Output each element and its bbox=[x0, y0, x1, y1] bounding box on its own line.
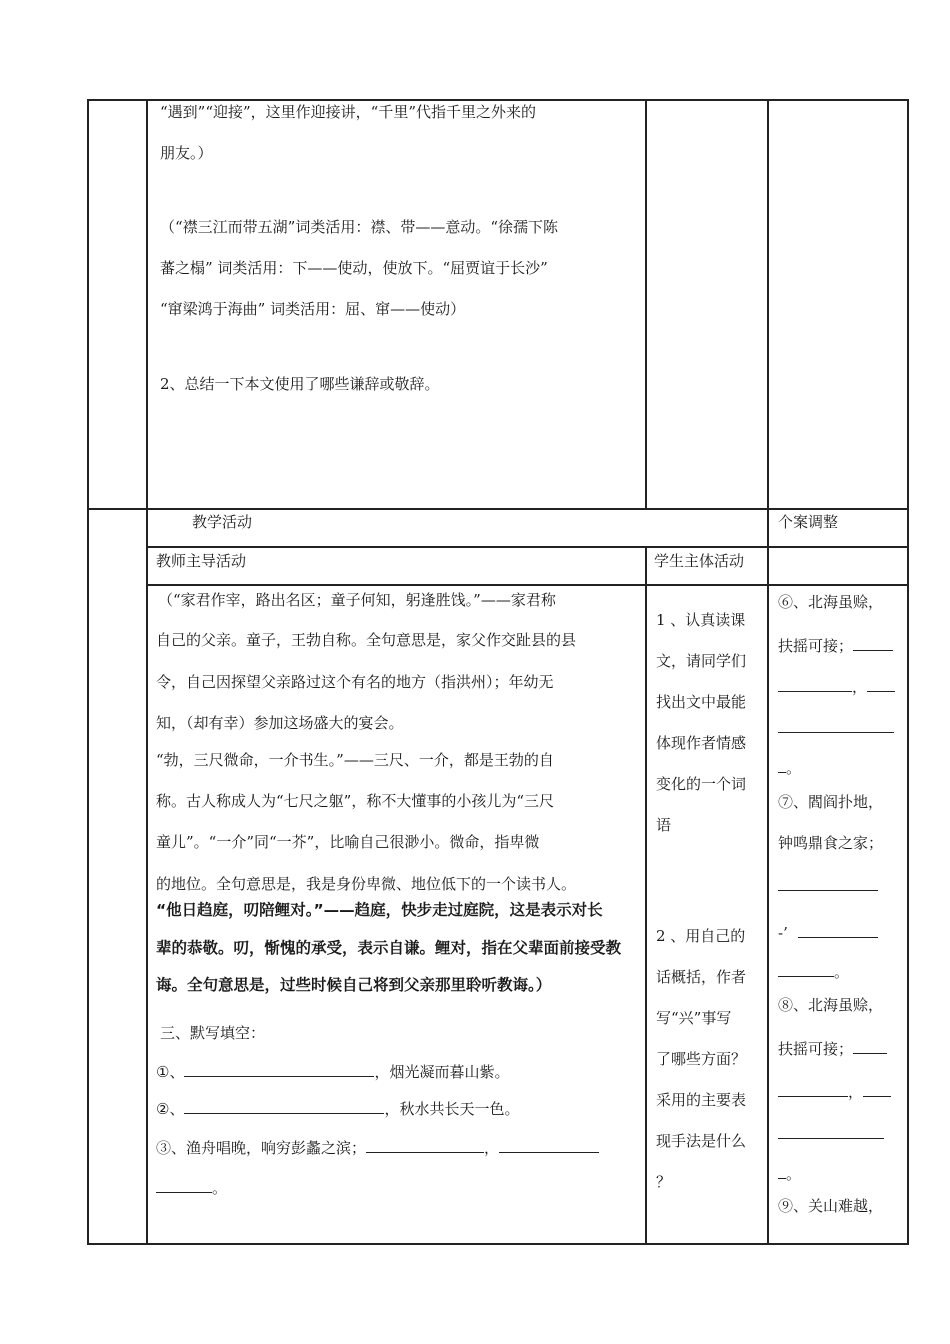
adjust-text-line: ⑧、北海虽赊， bbox=[778, 996, 884, 1014]
subheader-row-divider bbox=[146, 584, 909, 586]
adjust-l4-end: 。 bbox=[786, 759, 802, 777]
adjust-blank[interactable] bbox=[778, 677, 852, 692]
top-text-line: “遇到”“迎接”，这里作迎接讲，“千里”代指千里之外来的 bbox=[160, 103, 537, 121]
adjust-text-line: 钟鸣鼎食之家； bbox=[778, 834, 884, 852]
adjust-text-line bbox=[778, 1082, 891, 1100]
adjust-text-line: ⑨、关山难越， bbox=[778, 1197, 884, 1215]
teacher-text-line: 童儿”。“一介”同“一芥”，比喻自己很渺小。微命，指卑微 bbox=[156, 833, 540, 851]
adjust-blank[interactable] bbox=[867, 677, 895, 692]
column-divider-3 bbox=[767, 99, 769, 1245]
fill-in-title: 三、默写填空： bbox=[160, 1024, 266, 1042]
adjust-text-line bbox=[778, 677, 895, 695]
table-top-border bbox=[87, 99, 909, 101]
adjust-text-line bbox=[778, 1164, 801, 1182]
teacher-text-line: 称。古人称成人为“七尺之躯”，称不大懂事的小孩儿为“三尺 bbox=[156, 792, 555, 810]
column-divider-1 bbox=[146, 99, 148, 1245]
adjust-blank[interactable] bbox=[778, 876, 878, 891]
question-text: 2、总结一下本文使用了哪些谦辞或敬辞。 bbox=[160, 375, 440, 393]
fill-in-item-2 bbox=[156, 1099, 519, 1117]
student-text-line: 现手法是什么 bbox=[656, 1132, 747, 1150]
adjust-l12-end: 。 bbox=[786, 1165, 802, 1183]
top-text-line: 蕃之榻” 词类活用：下——使动，使放下。“屈贾谊于长沙” bbox=[160, 259, 548, 277]
fill-2-prefix: ②、 bbox=[156, 1100, 185, 1118]
adjust-l10-text: 扶摇可接； bbox=[778, 1040, 854, 1058]
adjust-text-line bbox=[778, 1039, 887, 1057]
adjust-blank[interactable] bbox=[778, 1124, 884, 1139]
adjust-text-line bbox=[778, 923, 878, 941]
adjust-l7-text: -’ bbox=[778, 924, 788, 942]
header-teacher-activity: 教师主导活动 bbox=[156, 552, 247, 570]
teacher-bold-line: “他日趋庭，叨陪鲤对。”——趋庭，快步走过庭院，这是表示对长 bbox=[156, 901, 603, 919]
student-text-line: 话概括，作者 bbox=[656, 968, 747, 986]
teacher-bold-line: 诲。全句意思是，过些时候自己将到父亲那里聆听教诲。） bbox=[156, 976, 552, 994]
teacher-text-line: 令，自己因探望父亲路过这个有名的地方（指洪州）；年幼无 bbox=[156, 673, 554, 691]
adjust-text-line bbox=[778, 1124, 884, 1142]
student-text-line: 2 、用自己的 bbox=[656, 927, 746, 945]
adjust-text-line bbox=[778, 876, 878, 894]
fill-in-item-3-cont bbox=[156, 1178, 227, 1196]
adjust-text-line bbox=[778, 758, 801, 776]
teacher-text-line: 的地位。全句意思是，我是身份卑微、地位低下的一个读书人。 bbox=[156, 875, 577, 893]
student-text-line: 语 bbox=[656, 816, 672, 834]
adjust-blank[interactable] bbox=[853, 636, 893, 651]
adjust-l2-text: 扶摇可接； bbox=[778, 637, 854, 655]
fill-1-blank[interactable] bbox=[184, 1062, 374, 1077]
adjust-l3-sep: ， bbox=[852, 678, 868, 696]
adjust-text-line bbox=[778, 718, 894, 736]
adjust-blank[interactable] bbox=[778, 962, 834, 977]
fill-3-blank-c[interactable] bbox=[156, 1178, 212, 1193]
adjust-blank[interactable] bbox=[778, 1164, 786, 1179]
fill-3-sep: ， bbox=[484, 1139, 500, 1157]
header-teaching-activities: 教学活动 bbox=[192, 513, 253, 531]
student-text-line: 采用的主要表 bbox=[656, 1091, 747, 1109]
fill-3-prefix: ③、渔舟唱晚，响穷彭蠡之滨； bbox=[156, 1139, 367, 1157]
top-text-line: 朋友。） bbox=[160, 144, 213, 162]
column-divider-2-top bbox=[645, 99, 647, 510]
top-text-line: （“襟三江而带五湖”词类活用：襟、带——意动。“徐孺下陈 bbox=[160, 218, 559, 236]
student-text-line: 写“兴”事写 bbox=[656, 1009, 732, 1027]
student-text-line: 了哪些方面？ bbox=[656, 1050, 747, 1068]
fill-in-item-3 bbox=[156, 1138, 599, 1156]
table-bottom-border bbox=[87, 1243, 909, 1245]
fill-1-prefix: ①、 bbox=[156, 1063, 185, 1081]
adjust-text-line: ⑥、北海虽赊， bbox=[778, 593, 884, 611]
teacher-text-line: 自己的父亲。童子，王勃自称。全句意思是，家父作交趾县的县 bbox=[156, 631, 577, 649]
top-text-line: “窜梁鸿于海曲” 词类活用：屈、窜——使动） bbox=[160, 300, 466, 318]
adjust-blank[interactable] bbox=[798, 923, 878, 938]
header-student-activity: 学生主体活动 bbox=[654, 552, 745, 570]
table-right-border bbox=[907, 99, 909, 1245]
fill-3-blank-b[interactable] bbox=[499, 1138, 599, 1153]
teacher-bold-line: 辈的恭敬。叨，惭愧的承受，表示自谦。鲤对，指在父辈面前接受教 bbox=[156, 939, 622, 957]
adjust-blank[interactable] bbox=[778, 1082, 848, 1097]
adjust-text-line: ⑦、閻阎扑地， bbox=[778, 793, 884, 811]
student-text-line: 变化的一个词 bbox=[656, 775, 747, 793]
table-left-border bbox=[87, 99, 89, 1245]
student-text-line: 文，请同学们 bbox=[656, 652, 747, 670]
adjust-l8-end: 。 bbox=[834, 963, 850, 981]
header-row-divider bbox=[146, 546, 909, 548]
student-text-line: ？ bbox=[656, 1173, 672, 1191]
teacher-text-line: “勃，三尺微命，一介书生。”——三尺、一介，都是王勃的自 bbox=[156, 751, 554, 769]
section-divider bbox=[87, 508, 909, 510]
student-text-line: 找出文中最能 bbox=[656, 693, 747, 711]
fill-2-blank[interactable] bbox=[184, 1099, 384, 1114]
teacher-text-line: （“家君作宰，路出名区；童子何知，躬逢胜饯。”——家君称 bbox=[158, 591, 556, 609]
teacher-text-line: 知，（却有幸）参加这场盛大的宴会。 bbox=[156, 714, 404, 732]
column-divider-2-bottom bbox=[645, 546, 647, 1245]
adjust-blank[interactable] bbox=[853, 1039, 887, 1054]
adjust-text-line bbox=[778, 962, 849, 980]
adjust-l11-sep: ， bbox=[848, 1083, 864, 1101]
student-text-line: 体现作者情感 bbox=[656, 734, 747, 752]
fill-2-suffix: ，秋水共长天一色。 bbox=[384, 1100, 520, 1118]
adjust-text-line bbox=[778, 636, 893, 654]
adjust-blank[interactable] bbox=[863, 1082, 891, 1097]
fill-3-end: 。 bbox=[212, 1179, 228, 1197]
adjust-blank[interactable] bbox=[778, 758, 786, 773]
adjust-blank[interactable] bbox=[778, 718, 894, 733]
student-text-line: 1 、认真读课 bbox=[656, 611, 746, 629]
fill-in-item-1 bbox=[156, 1062, 509, 1080]
fill-3-blank-a[interactable] bbox=[366, 1138, 484, 1153]
fill-1-suffix: ，烟光凝而暮山紫。 bbox=[374, 1063, 510, 1081]
header-case-adjustment: 个案调整 bbox=[778, 513, 839, 531]
